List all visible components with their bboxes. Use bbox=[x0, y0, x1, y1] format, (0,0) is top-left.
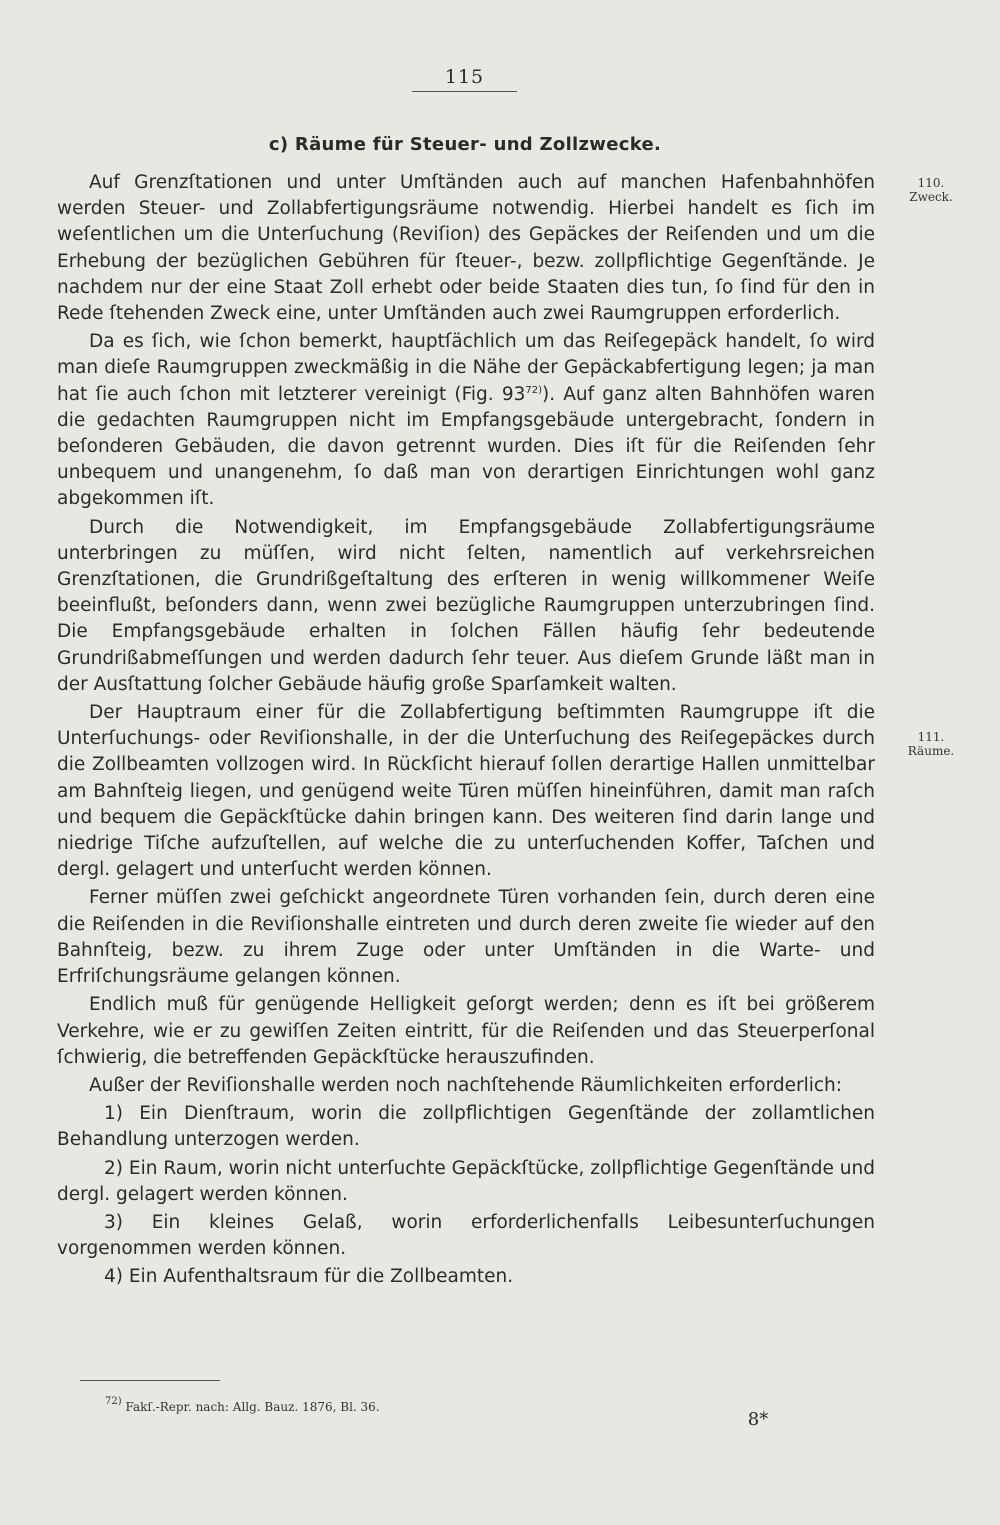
paragraph: Durch die Notwendigkeit, im Empfangsgebäude Zollabfertigungsräume unterbringen zu müſſen, wird nicht ſelten, namentlich auf verkehrsreichen Grenzſtationen, die Grundrißgeſtaltung des erſteren in wenig willkommener Weiſe beeinflußt, beſonders dann, wenn zwei bezügliche Raumgruppen unterzubringen ſind. Die Empfangsgebäude erhalten in ſolchen Fällen häufig ſehr bedeutende Grundrißabmeſſungen und werden dadurch ſehr teuer. Aus dieſem Grunde läßt man in der Ausſtattung ſolcher Gebäude häufig große Sparſamkeit walten. bbox=[57, 516, 875, 695]
page-number: 115 bbox=[412, 66, 517, 92]
footnote-reference: 72) bbox=[525, 384, 543, 396]
paragraph: Ferner müſſen zwei geſchickt angeordnete Türen vorhanden ſein, durch deren eine die Reiſenden in die Reviſionshalle eintreten und durch deren zweite ſie wieder auf den Bahnſteig, bezw. zu ihrem Zuge oder unter Umſtänden in die Warte- und Erfriſchungsräume gelangen können. bbox=[57, 887, 875, 988]
margin-note-label: Zweck. bbox=[909, 190, 953, 204]
margin-note-zweck bbox=[896, 176, 966, 204]
list-item: 4) Ein Aufenthaltsraum für die Zollbeamten. bbox=[104, 1266, 514, 1288]
footnote bbox=[105, 1396, 605, 1414]
footnote-marker: 72) bbox=[105, 1396, 122, 1407]
margin-note-label: Räume. bbox=[907, 744, 955, 758]
list-item: 2) Ein Raum, worin nicht unterſuchte Gepäckſtücke, zollpflichtige Gegenſtände und dergl. gelagert werden können. bbox=[57, 1157, 875, 1205]
list-item: 1) Ein Dienſtraum, worin die zollpflichtigen Gegenſtände der zollamtlichen Behandlung unterzogen werden. bbox=[57, 1103, 875, 1151]
signature-mark: 8* bbox=[747, 1409, 769, 1430]
paragraph: Endlich muß für genügende Helligkeit geſorgt werden; denn es iſt bei größerem Verkehre, wie er zu gewiſſen Zeiten eintritt, für die Reiſenden und das Steuerperſonal ſchwierig, die betreffenden Gepäckſtücke herauszufinden. bbox=[57, 994, 875, 1068]
list-item: 3) Ein kleines Gelaß, worin erforderlichenfalls Leibesunterſuchungen vorgenommen werden können. bbox=[57, 1211, 875, 1260]
paragraph: Außer der Reviſionshalle werden noch nachſtehende Räumlichkeiten erforderlich: bbox=[89, 1074, 842, 1096]
margin-note-raeume bbox=[896, 730, 966, 758]
paragraph: Auf Grenzſtationen und unter Umſtänden auch auf manchen Hafenbahnhöfen werden Steuer- und Zollabfertigungsräume notwendig. Hierbei handelt es ſich im weſentlichen um die Unterſuchung (Reviſion) des Gepäckes der Reiſenden und um die Erhebung der bezüglichen Gebühren für ſteuer-, bezw. zollpflichtige Gegenſtände. Je nachdem nur der eine Staat Zoll erhebt oder beide Staaten dies tun, ſo ſind für den in Rede ſtehenden Zweck eine, unter Umſtänden auch zwei Raumgruppen erforderlich. bbox=[57, 172, 875, 325]
paragraph-text: ). Auf ganz alten Bahnhöfen waren die gedachten Raumgruppen nicht im Empfangsgebäude untergebracht, ſondern in beſonderen Gebäuden, die davon getrennt wurden. Dies iſt für die Reiſenden ſehr unbequem und unangenehm, ſo daß man von derartigen Einrichtungen wohl ganz abgekommen iſt. bbox=[57, 383, 875, 510]
paragraph: Der Hauptraum einer für die Zollabfertigung beſtimmten Raumgruppe iſt die Unterſuchungs- oder Reviſionshalle, in der die Unterſuchung des Reiſegepäckes durch die Zollbeamten vollzogen wird. In Rückſicht hierauf ſollen derartige Hallen unmittelbar am Bahnſteig liegen, und genügend weite Türen müſſen hineinführen, damit man raſch und bequem die Gepäckſtücke dahin bringen kann. Des weiteren ſind darin lange und niedrige Tiſche aufzuſtellen, auf welche die zu unterſuchenden Koffer, Taſchen und dergl. gelagert und unterſucht werden können. bbox=[57, 702, 875, 881]
paragraph-text: Da es ſich, wie ſchon bemerkt, hauptſächlich um das Reiſegepäck handelt, ſo wird man dieſe Raumgruppen zweckmäßig in die Nähe der Gepäckabfertigung legen; ja man hat ſie auch ſchon mit letzterer vereinigt (Fig. 93 bbox=[57, 331, 875, 405]
paragraph bbox=[57, 329, 875, 512]
section-heading: c) Räume für Steuer- und Zollzwecke. bbox=[268, 134, 662, 155]
footnote-divider bbox=[80, 1380, 220, 1381]
margin-note-number: 111. bbox=[917, 730, 945, 744]
body-text bbox=[57, 170, 875, 1291]
margin-note-number: 110. bbox=[917, 176, 945, 190]
footnote-text: Fakſ.-Repr. nach: Allg. Bauz. 1876, Bl. 36. bbox=[125, 1400, 380, 1414]
